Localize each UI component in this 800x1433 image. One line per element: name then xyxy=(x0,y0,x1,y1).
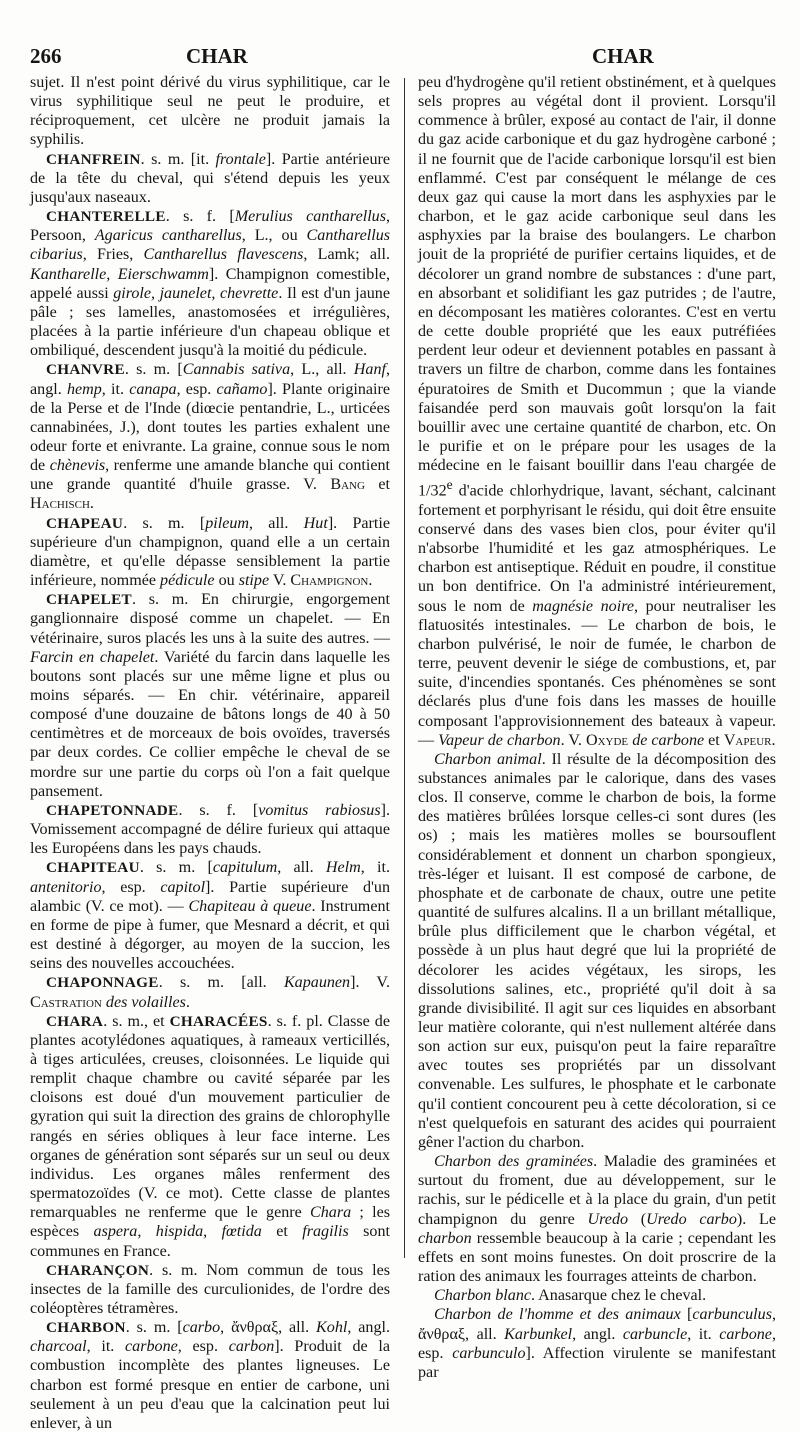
entry-text: , it. xyxy=(360,859,391,877)
entry-text: , esp. xyxy=(101,878,161,896)
entry-text: . Variété du farcin dans laquelle les boutons sont placés sur une même ligne et plus ou moins séparés. — En chir. vétérinaire, appareil composé d'une douzaine de bâtons longs de 40 à 50 centimètres et de morceaux de bois ovoïdes, traversés par deux cordes. Ce collier empêche le cheval de se mordre sur une partie du corps où l'on a fait quelque pansement. xyxy=(30,648,390,800)
dictionary-entry xyxy=(418,1305,776,1382)
italic-text: cañamo xyxy=(216,380,268,398)
italic-text: Charbon animal xyxy=(434,750,542,768)
cross-reference: Hachisch xyxy=(30,495,90,513)
entry-text: . xyxy=(368,572,373,590)
entry-text: . s. f. [ xyxy=(165,208,235,226)
dictionary-entry xyxy=(30,590,390,801)
entry-text: sujet. Il n'est point dérivé du virus syphilitique, car le virus syphilitique seul ne peut le produire, et réciproquement, cet ulcère ne produit jamais la syphilis. xyxy=(30,74,390,149)
dictionary-entry xyxy=(418,1152,776,1286)
entry-text: . s. m. [it. xyxy=(140,150,216,168)
dictionary-entry xyxy=(30,360,390,513)
italic-text: capitulum xyxy=(212,859,278,877)
italic-text: carbuncle xyxy=(622,1325,688,1343)
dictionary-entry xyxy=(418,1286,776,1305)
entry-text: . s. m. [ xyxy=(124,361,183,379)
dictionary-entry xyxy=(30,1318,390,1433)
page-header xyxy=(30,44,778,74)
cross-reference: Champignon xyxy=(290,572,369,590)
entry-text: . Anasarque chez le cheval. xyxy=(531,1287,707,1305)
continued-text xyxy=(418,73,776,750)
entry-text: ou xyxy=(214,572,239,590)
italic-text: carbone xyxy=(719,1325,772,1343)
left-column xyxy=(30,73,390,1433)
dictionary-entry xyxy=(30,514,390,591)
italic-text: magnésie noire xyxy=(532,597,634,615)
entry-text: . xyxy=(771,731,776,749)
italic-text: carbon xyxy=(228,1338,275,1356)
dictionary-entry xyxy=(30,858,390,973)
entry-text: ( xyxy=(628,1210,647,1228)
entry-text: , L., ou xyxy=(241,227,307,245)
entry-text: , L., all. xyxy=(290,361,354,379)
entry-text: , esp. xyxy=(177,1338,229,1356)
italic-text: canapa xyxy=(129,380,177,398)
italic-text: Merulius cantharellus xyxy=(234,208,386,226)
italic-text: girole, jaunelet, chevrette xyxy=(113,284,279,302)
italic-text: Hut xyxy=(303,514,328,532)
right-column xyxy=(418,73,776,1382)
italic-text: des volailles xyxy=(105,993,186,1011)
dictionary-entry xyxy=(30,1012,390,1261)
italic-text: Charbon des graminées xyxy=(434,1153,594,1171)
italic-text: Chapiteau à queue xyxy=(188,897,312,915)
italic-text: hemp xyxy=(66,380,102,398)
entry-text: ; les espèces xyxy=(30,1204,390,1241)
entry-text: , angl. xyxy=(347,1319,390,1337)
entry-text: . Maladie des graminées et surtout du froment, due au développement, sur le rachis, sur le pédicelle et à la place du grain, d'un petit champignon du genre xyxy=(418,1153,776,1228)
entry-headword: CHARBON xyxy=(46,1319,126,1337)
entry-text: . Il est d'un jaune pâle ; ses lamelles, anastomosées et irrégulières, placées à la partie inférieure d'un chapeau oblique et ombiliqué, descendent jusqu'à la moitié du pédicule. xyxy=(30,284,390,360)
italic-text: Chara xyxy=(310,1204,352,1222)
entry-text: . s. m. [ xyxy=(125,1319,183,1337)
entry-text: ]. Partie supérieure d'un champignon, quand elle a un certain diamètre, et qu'elle dépasse sensiblement la partie inférieure, nommée xyxy=(30,514,390,590)
entry-text: . s. m. En chirurgie, engorgement ganglionnaire disposé comme un chapelet. — En vétérinaire, suros placés les uns à la suite des autres. — xyxy=(30,591,390,647)
cross-reference: Vapeur xyxy=(723,731,772,749)
entry-headword: CHAPONNAGE xyxy=(46,974,159,992)
entry-text: . s. m. [all. xyxy=(158,974,284,992)
italic-text: Cantharellus cibarius xyxy=(30,227,391,264)
italic-text: aspera, hispida, fœtida xyxy=(93,1223,262,1241)
column-divider xyxy=(404,78,405,1258)
entry-text: . s. m., et xyxy=(103,1012,170,1030)
entry-headword: CHAPITEAU xyxy=(46,859,140,877)
entry-text: . s. m. [ xyxy=(123,514,206,532)
entry-text: , it. xyxy=(687,1325,720,1343)
italic-text: charcoal xyxy=(30,1338,87,1356)
cross-reference: Oxyde xyxy=(585,731,629,749)
entry-text: et xyxy=(261,1223,303,1241)
entry-text: . s. m. Nom commun de tous les insectes de la famille des curculionides, de l'ordre des coléoptères tétramères. xyxy=(30,1261,390,1317)
italic-text: carbunculus xyxy=(692,1306,772,1324)
entry-text: ]. Produit de la combustion incomplète des plantes ligneuses. Le charbon est formé presque en entier de carbone, uni seulement à un peu d'eau que la calcination peut lui enlever, à un xyxy=(30,1338,390,1432)
entry-text: , pour neutraliser les flatuosités intestinales. — Le charbon de bois, le charbon pulvérisé, le noir de fumée, le charbon de terre, peuvent devenir le siége de combustions, et, par suite, d'incendies spontanés. Ces phénomènes se sont déclarés plus d'une fois dans les masses de houille composant l'approvisionnement des bateaux à vapeur. — xyxy=(418,597,776,749)
entry-text: . V. xyxy=(560,731,586,749)
entry-text: , angl. xyxy=(572,1325,623,1343)
entry-text: ]. Champignon comestible, appelé aussi xyxy=(30,265,390,302)
italic-text: Cannabis sativa xyxy=(182,361,291,379)
entry-text: ]. Plante originaire de la Perse et de l'Inde (diœcie pentandrie, L., urticées cannabinées, J.), dont toutes les parties exhalent une odeur forte et enivrante. La graine, connue sous le nom de xyxy=(30,380,391,475)
italic-text: Uredo xyxy=(587,1210,629,1228)
entry-text: . xyxy=(185,993,190,1011)
entry-text: , renferme une amande blanche qui contient une grande quantité d'huile grasse. V. xyxy=(30,457,390,494)
italic-text: Farcin en chapelet xyxy=(30,648,155,666)
italic-text: Agaricus cantharellus xyxy=(94,227,242,245)
entry-text: sont communes en France. xyxy=(30,1223,390,1260)
entry-text: d'acide chlorhydrique, lavant, séchant, calcinant fortement et porphyrisant le résidu, qui doit être ensuite conservé dans des vases bien clos, pour éviter qu'il n'absorbe l'humidité et les gaz atmosphériques. Le charbon est antiseptique. Réduit en poudre, il constitue un bon dentifrice. On l'a administré intérieurement, sous le nom de xyxy=(418,482,776,615)
italic-text: fragilis xyxy=(302,1223,349,1241)
entry-text: et xyxy=(364,476,391,494)
entry-text: , esp. xyxy=(176,380,217,398)
continued-text xyxy=(30,73,390,150)
entry-text: , all. xyxy=(277,859,326,877)
entry-text: ]. Affection virulente se manifestant par xyxy=(418,1344,777,1381)
entry-text: . s. m. [ xyxy=(139,859,213,877)
italic-text: carbunculo xyxy=(452,1344,526,1362)
italic-text: carbo xyxy=(182,1319,221,1337)
entry-text: , it. xyxy=(101,380,130,398)
entry-text: peu d'hydrogène qu'il retient obstinément, et à quelques sels propres au végétal dont il provient. Lorsqu'il commence à brûler, exposé au contact de l'air, il donne du gaz acide carbonique et du gaz hydrogène carboné ; il ne fournit que de l'acide carbonique lorsqu'il est bien enflammé. C'est par conséquent le mélange de ces deux gaz qui cause la mort dans les asphyxies par le charbon, et le gaz acide carbonique seul dans les asphyxies par la braise des boulangers. Le charbon jouit de la propriété de purifier certains liquides, et de décolorer un grand nombre de substances : d'une part, en absorbant et solidifiant les gaz putrides ; de l'autre, en décomposant les matières colorantes. C'est en vertu de cette double propriété que les eaux putréfiées perdent leur odeur et deviennent potables en passant à travers un filtre de charbon, comme dans les fontaines épuratoires de Smith et Ducommun ; que la viande faisandée perd son mauvais goût lorsqu'on la fait bouillir avec une certaine quantité de charbon, etc. On le purifie et on le prépare pour les usages de la médecine en le faisant bouillir dans l'eau chargée de 1/32 xyxy=(418,74,776,500)
dictionary-entry xyxy=(30,801,390,858)
entry-headword: CHAPETONNADE xyxy=(46,801,179,819)
running-head-right: CHAR xyxy=(592,44,654,68)
entry-text: ]. Vomissement accompagné de délire furieux qui attaque les Européens dans les pays chauds. xyxy=(30,801,390,858)
entry-text: ). Le xyxy=(736,1210,776,1228)
italic-text: antenitorio xyxy=(30,878,102,896)
cross-reference: Castration xyxy=(30,993,102,1011)
entry-text: [ xyxy=(680,1306,693,1324)
entry-text: , esp. xyxy=(418,1325,776,1362)
italic-text: Kohl xyxy=(316,1319,348,1337)
superscript: e xyxy=(446,477,453,493)
italic-text: Kapaunen xyxy=(283,974,351,992)
entry-text: . s. f. [ xyxy=(178,801,259,819)
entry-headword: CHANTERELLE xyxy=(46,208,166,226)
entry-text: ]. V. xyxy=(350,974,391,992)
italic-text: Kantharelle, Eierschwamm xyxy=(30,265,209,283)
entry-headword: CHANVRE xyxy=(46,361,125,379)
entry-text: . xyxy=(89,495,94,513)
dictionary-entry xyxy=(30,1261,390,1318)
entry-text: ressemble beaucoup à la carie ; cependant les effets en sont moins funestes. On doit proscrire de la ration des animaux les fourrages atteints de charbon. xyxy=(418,1229,776,1286)
dictionary-entry xyxy=(30,207,390,360)
entry-text: V. xyxy=(269,572,291,590)
entry-text: , ἄνθραξ, all. xyxy=(418,1306,776,1343)
italic-text: pédicule xyxy=(160,572,215,590)
entry-headword: CHARANÇON xyxy=(46,1261,150,1279)
entry-text: ]. Partie antérieure de la tête du cheval, qui s'étend depuis les yeux jusqu'aux naseaux. xyxy=(30,150,390,206)
entry-text: , angl. xyxy=(30,361,391,398)
entry-text: . Il résulte de la décomposition des substances animales par le calorique, dans des vases clos. Il conserve, comme le charbon de bois, la forme des matières brûlées lorsque celles-ci sont dures (les os) ; mais les matières molles se boursouflent considérablement et donnent un charbon spongieux, très-léger et luisant. Il est composé de carbone, de phosphate et de carbonate de chaux, outre une petite quantité de sulfures alcalins. Il a un brillant métallique, brûle plus difficilement que le charbon végétal, et possède à un plus haut degré que lui la propriété de décolorer les acides végétaux, les sirops, les dissolutions salines, etc., propriété qu'il doit à sa grande divisibilité. Il agit sur ces liquides en absorbant leur matière colorante, qui n'est nullement altérée dans son action sur eux, puisqu'on peut la faire reparaître avec toutes ses propriétés par un dissolvant convenable. Les sulfures, le phosphate et le carbonate qu'il contient concourent peu à cette décoloration, si ce n'est quelquefois en saturant des acides qui pourraient gêner l'action du charbon. xyxy=(418,750,776,1151)
italic-text: Uredo carbo xyxy=(646,1210,737,1228)
italic-text: Helm xyxy=(325,859,361,877)
entry-text: , it. xyxy=(86,1338,126,1356)
cross-reference: Bang xyxy=(330,476,365,494)
entry-text: , Fries, xyxy=(82,246,144,264)
running-head-left: CHAR xyxy=(186,44,248,68)
entry-text: ]. Partie supérieure d'un alambic (V. ce mot). — xyxy=(30,878,390,915)
entry-text: . s. f. pl. Classe de plantes acotylédones aquatiques, à rameaux verticillés, à tiges articulées, creuses, cloisonnées. Le liquide qui remplit chaque chambre ou cavité séparée par les cloisons est doué d'un mouvement particulier de gyration qui suit la direction des grains de chlorophylle rangés en séries obliques à leur face interne. Les organes de génération sont séparés sur un seul ou deux individus. Les organes mâles renferment des spermatozoïdes (V. ce mot). Cette classe de plantes remarquables ne renferme que le genre xyxy=(30,1012,390,1222)
entry-text: . Instrument en forme de pipe à fumer, que Mesnard a décrit, et qui est destiné à dégorger, au moyen de la succion, les seins des nouvelles accouchées. xyxy=(30,897,390,973)
italic-text: charbon xyxy=(418,1229,472,1247)
entry-text: et xyxy=(704,731,724,749)
entry-text: , ἄνθραξ, all. xyxy=(220,1319,317,1337)
italic-text: pileum xyxy=(205,514,250,532)
italic-text: vomitus rabiosus xyxy=(258,801,381,819)
entry-headword: CHAPELET xyxy=(46,591,132,609)
entry-headword: CHANFREIN xyxy=(46,150,141,168)
italic-text: Hanf xyxy=(353,361,386,379)
dictionary-entry xyxy=(418,750,776,1152)
italic-text: frontale xyxy=(215,150,266,168)
entry-headword: CHAPEAU xyxy=(46,514,124,532)
italic-text: Cantharellus flavescens xyxy=(143,246,304,264)
entry-text: , Persoon, xyxy=(30,208,391,245)
dictionary-entry xyxy=(30,150,390,207)
italic-text: chènevis xyxy=(49,457,106,475)
italic-text: stipe xyxy=(238,572,270,590)
entry-text: , all. xyxy=(249,514,304,532)
italic-text: carbone xyxy=(125,1338,178,1356)
italic-text: Vapeur de charbon xyxy=(438,731,561,749)
entry-text: , Lamk; all. xyxy=(303,246,390,264)
italic-text: Karbunkel xyxy=(504,1325,573,1343)
italic-text: de carbone xyxy=(632,731,705,749)
page-number: 266 xyxy=(30,44,62,68)
italic-text: Charbon de l'homme et des animaux xyxy=(434,1306,681,1324)
entry-headword: CHARACÉES xyxy=(169,1012,268,1030)
entry-headword: CHARA xyxy=(46,1012,104,1030)
italic-text: capitol xyxy=(160,878,206,896)
dictionary-entry xyxy=(30,973,390,1011)
italic-text: Charbon blanc xyxy=(434,1287,532,1305)
